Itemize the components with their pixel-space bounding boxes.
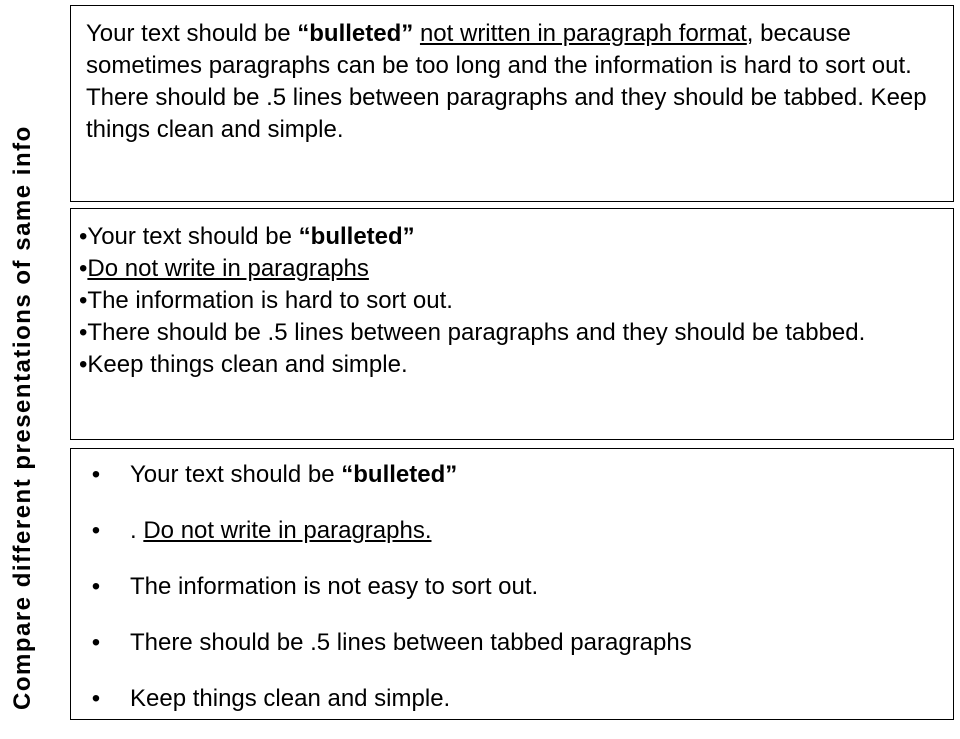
- spaced-bullet-list: [86, 459, 943, 739]
- paragraph-rest: , because sometimes paragraphs can be too long and the information is hard to sort out. There should be .5 lines between paragraphs and they should be tabbed. Keep things clean and simple.: [86, 20, 927, 143]
- list-item: [86, 627, 943, 683]
- list-item: [79, 285, 943, 317]
- list-item: [79, 221, 943, 253]
- list-item-text: Keep things clean and simple.: [130, 685, 451, 712]
- bullet-mark: •: [79, 223, 88, 250]
- list-item-text: Your text should be: [130, 461, 342, 488]
- paragraph-text: [86, 18, 943, 146]
- list-item-text: There should be .5 lines between paragraphs and they should be tabbed.: [87, 319, 866, 346]
- list-item: [79, 317, 943, 349]
- bullet-mark: •: [91, 629, 101, 656]
- bullet-mark: •: [91, 517, 101, 544]
- list-item-bold: “bulleted”: [341, 461, 458, 488]
- bullet-mark: •: [91, 685, 101, 712]
- list-item: [79, 253, 943, 285]
- tight-bullets-box: [70, 208, 954, 440]
- list-item-text: There should be .5 lines between tabbed paragraphs: [130, 629, 692, 656]
- bullet-mark: •: [79, 287, 88, 314]
- list-item-text: The information is not easy to sort out.: [130, 573, 539, 600]
- list-item-bold: “bulleted”: [298, 223, 415, 250]
- bullet-mark: •: [91, 461, 101, 488]
- side-title: Compare different presentations of same info: [9, 125, 36, 710]
- spaced-bullets-box: [70, 448, 954, 720]
- list-item-underlined: Do not write in paragraphs.: [143, 517, 432, 544]
- list-item: [86, 571, 943, 627]
- list-item-text: The information is hard to sort out.: [87, 287, 453, 314]
- list-item-text: Your text should be: [87, 223, 299, 250]
- bullet-mark: •: [79, 351, 88, 378]
- list-item: [86, 683, 943, 739]
- paragraph-underlined-phrase: not written in paragraph format: [419, 20, 747, 47]
- list-item: [79, 349, 943, 381]
- paragraph-lead: Your text should be: [86, 20, 298, 47]
- list-item-underlined: Do not write in paragraphs: [87, 255, 369, 282]
- list-item: [86, 459, 943, 515]
- tight-bullet-list: [79, 221, 943, 381]
- paragraph-bold-term: “bulleted”: [297, 20, 414, 47]
- paragraph-format-box: [70, 5, 954, 202]
- bullet-mark: •: [79, 319, 88, 346]
- bullet-mark: •: [79, 255, 88, 282]
- list-item-prefix: .: [130, 517, 144, 544]
- bullet-mark: •: [91, 573, 101, 600]
- list-item: [86, 515, 943, 571]
- list-item-text: Keep things clean and simple.: [87, 351, 408, 378]
- paragraph-space: [413, 20, 420, 47]
